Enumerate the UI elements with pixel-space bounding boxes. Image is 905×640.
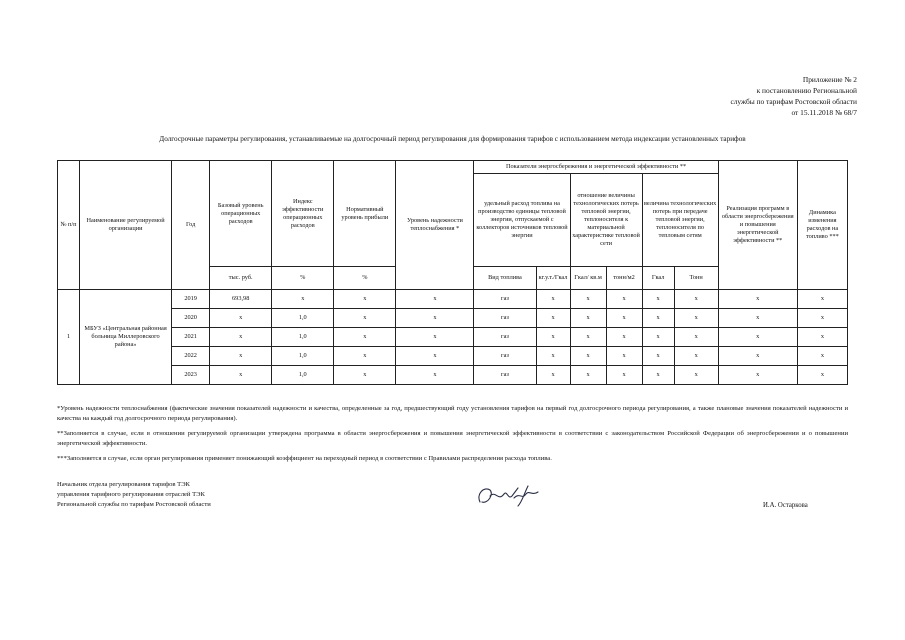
cell-fuel-type: газ — [474, 366, 536, 385]
cell-dynamics: х — [797, 366, 847, 385]
cell-reliability: х — [396, 309, 474, 328]
unit-ratio-2: тонн/м2 — [606, 267, 642, 290]
header-year: Год — [172, 161, 210, 290]
cell-dynamics: х — [797, 290, 847, 309]
cell-program: х — [718, 347, 797, 366]
header-norm: Нормативный уровень прибыли — [334, 161, 396, 267]
cell-losses-1: х — [642, 347, 674, 366]
unit-fuel-type: Вид топлива — [474, 267, 536, 290]
cell-dynamics: х — [797, 347, 847, 366]
cell-fuel: х — [536, 347, 570, 366]
table-row — [58, 328, 848, 347]
header-fuel: удельный расход топлива на производство единицы тепловой энергии, отпускаемой с коллекторов источников тепловой энергии — [474, 174, 570, 267]
cell-base: х — [210, 328, 272, 347]
cell-program: х — [718, 309, 797, 328]
cell-ratio-1: х — [570, 309, 606, 328]
footnotes — [57, 404, 848, 469]
cell-losses-2: х — [674, 290, 718, 309]
cell-losses-2: х — [674, 366, 718, 385]
cell-base: х — [210, 347, 272, 366]
cell-norm: х — [334, 290, 396, 309]
signer-name: И.А. Остаркова — [763, 502, 808, 509]
cell-ratio-2: х — [606, 309, 642, 328]
cell-ratio-1: х — [570, 328, 606, 347]
appendix-line-2: к постановлению Региональной — [756, 86, 857, 95]
header-base: Базовый уровень операционных расходов — [210, 161, 272, 267]
cell-index: 1,0 — [272, 328, 334, 347]
cell-index: 1,0 — [272, 309, 334, 328]
cell-fuel-type: газ — [474, 290, 536, 309]
appendix-line-1: Приложение № 2 — [802, 75, 857, 84]
cell-norm: х — [334, 309, 396, 328]
unit-ratio-1: Гкал/ кв.м — [570, 267, 606, 290]
unit-fuel: кг.у.т./Гкал — [536, 267, 570, 290]
header-losses: величина технологических потерь при передаче тепловой энергии, теплоносителя по тепловым сетям — [642, 174, 718, 267]
appendix-line-4: от 15.11.2018 № 68/7 — [791, 108, 857, 117]
header-num: № п/п — [58, 161, 80, 290]
appendix-block — [730, 74, 857, 118]
cell-base: х — [210, 366, 272, 385]
signatory-position — [57, 480, 211, 510]
cell-ratio-1: х — [570, 347, 606, 366]
table-row — [58, 366, 848, 385]
header-reliability: Уровень надежности теплоснабжения * — [396, 161, 474, 290]
unit-index: % — [272, 267, 334, 290]
position-line-2: управления тарифного регулирования отраслей ТЭК — [57, 491, 205, 498]
document-title: Долгосрочные параметры регулирования, устанавливаемые на долгосрочный период регулирования для формирования тарифов с использованием метода индексации установленных тарифов — [159, 135, 746, 143]
cell-losses-1: х — [642, 366, 674, 385]
cell-ratio-2: х — [606, 328, 642, 347]
parameters-table — [57, 160, 848, 385]
cell-norm: х — [334, 366, 396, 385]
cell-index: 1,0 — [272, 347, 334, 366]
cell-fuel-type: газ — [474, 347, 536, 366]
footnote-2: **Заполняется в случае, если в отношении регулируемой организации утверждена программа в области энергосбережения и повышения энергетической эффективности в соответствии с законодательством Российской Федерации об энергосбережении и о повышении энергетической эффективности. — [57, 430, 848, 447]
cell-ratio-1: х — [570, 366, 606, 385]
cell-ratio-2: х — [606, 347, 642, 366]
unit-norm: % — [334, 267, 396, 290]
cell-norm: х — [334, 347, 396, 366]
position-line-1: Начальник отдела регулирования тарифов ТЭК — [57, 481, 190, 488]
organization-name: МБУЗ «Центральная районная больница Миллеровского района» — [80, 290, 172, 385]
cell-reliability: х — [396, 290, 474, 309]
cell-fuel-type: газ — [474, 309, 536, 328]
unit-losses-2: Тонн — [674, 267, 718, 290]
cell-reliability: х — [396, 347, 474, 366]
cell-fuel: х — [536, 309, 570, 328]
cell-dynamics: х — [797, 309, 847, 328]
cell-base: х — [210, 309, 272, 328]
footnote-1: *Уровень надежности теплоснабжения (фактические значения показателей надежности и качества, определенные за год, предшествующий году установления тарифов на первый год долгосрочного периода регулирования, а также плановые значения показателей надежности и качества на каждый год долгосрочного периода регулирования). — [57, 405, 848, 422]
cell-reliability: х — [396, 328, 474, 347]
cell-year: 2022 — [172, 347, 210, 366]
cell-year: 2021 — [172, 328, 210, 347]
cell-norm: х — [334, 328, 396, 347]
header-energy-group: Показатели энергосбережения и энергетической эффективности ** — [474, 161, 718, 174]
cell-losses-1: х — [642, 328, 674, 347]
unit-base: тыс. руб. — [210, 267, 272, 290]
appendix-line-3: службы по тарифам Ростовской области — [730, 97, 857, 106]
table-row — [58, 290, 848, 309]
cell-base: 693,98 — [210, 290, 272, 309]
cell-ratio-2: х — [606, 290, 642, 309]
cell-index: х — [272, 290, 334, 309]
cell-fuel: х — [536, 328, 570, 347]
cell-ratio-1: х — [570, 290, 606, 309]
header-index: Индекс эффективности операционных расходов — [272, 161, 334, 267]
cell-fuel: х — [536, 366, 570, 385]
cell-program: х — [718, 366, 797, 385]
unit-losses-1: Гкал — [642, 267, 674, 290]
table-row — [58, 347, 848, 366]
cell-year: 2020 — [172, 309, 210, 328]
header-org: Наименование регулируемой организации — [80, 161, 172, 290]
cell-index: 1,0 — [272, 366, 334, 385]
cell-year: 2023 — [172, 366, 210, 385]
cell-dynamics: х — [797, 328, 847, 347]
cell-losses-2: х — [674, 309, 718, 328]
handwritten-signature — [474, 480, 544, 512]
cell-losses-2: х — [674, 347, 718, 366]
footnote-3: ***Заполняется в случае, если орган регулирования применяет понижающий коэффициент на переходный период в соответствии с Правилами распределения расхода топлива. — [57, 455, 552, 462]
header-dynamics: Динамика изменения расходов на топливо *** — [797, 161, 847, 290]
cell-losses-2: х — [674, 328, 718, 347]
row-number: 1 — [58, 290, 80, 385]
table-row — [58, 309, 848, 328]
cell-losses-1: х — [642, 309, 674, 328]
position-line-3: Региональной службы по тарифам Ростовской области — [57, 501, 211, 508]
header-program: Реализация программ в области энергосбережения и повышения энергетической эффективности ** — [718, 161, 797, 290]
cell-program: х — [718, 290, 797, 309]
cell-fuel-type: газ — [474, 328, 536, 347]
cell-year: 2019 — [172, 290, 210, 309]
header-ratio: отношение величины технологических потерь тепловой энергии, теплоносителя к материальной характеристике тепловой сети — [570, 174, 642, 267]
cell-program: х — [718, 328, 797, 347]
cell-ratio-2: х — [606, 366, 642, 385]
cell-losses-1: х — [642, 290, 674, 309]
cell-fuel: х — [536, 290, 570, 309]
cell-reliability: х — [396, 366, 474, 385]
